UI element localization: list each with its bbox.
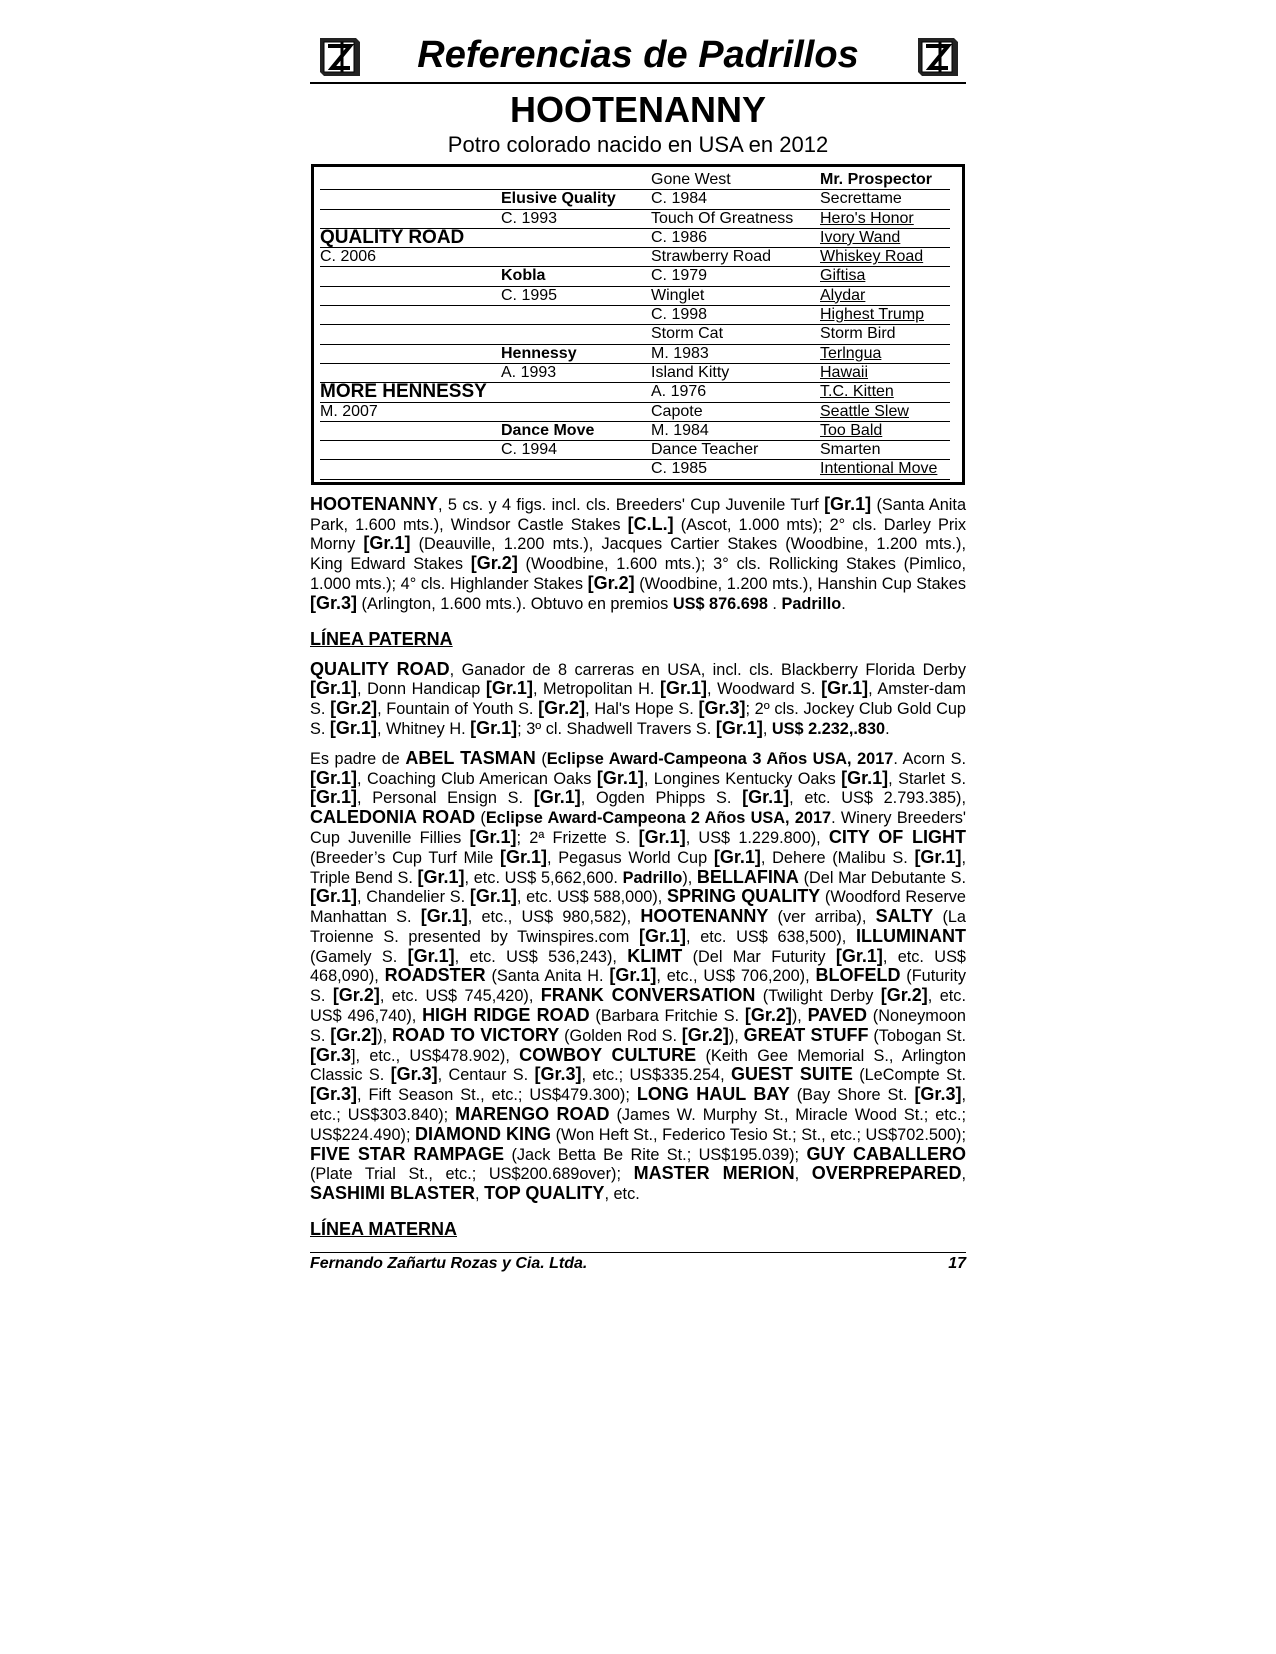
grade-badge: [Gr.1] xyxy=(417,866,465,887)
text-run: (Ascot, 1.000 mts); 2° cls. Darley Prix Morny xyxy=(310,515,966,554)
grade-badge: [Gr.2] xyxy=(880,985,928,1006)
grade-badge: [Gr.1] xyxy=(742,787,790,808)
pedigree-cell xyxy=(320,287,501,306)
text-run: (LeCompte St. xyxy=(852,1066,966,1085)
text-run: ( xyxy=(535,749,547,768)
text-run: , Woodward S. xyxy=(707,680,822,699)
grade-badge: [Gr.1] xyxy=(469,886,517,907)
text-run: ; 2º cls. Jockey Club Gold Cup S. xyxy=(310,700,966,738)
grade-badge: [Gr.1] xyxy=(638,826,686,847)
text-run: , Dehere (Malibu S. xyxy=(760,848,915,867)
text-run: , Fountain of Youth S. xyxy=(377,700,539,719)
pedigree-cell: Gone West xyxy=(651,171,820,190)
text-run: (Twilight Derby xyxy=(755,987,881,1006)
pedigree-cell: Island Kitty xyxy=(651,364,820,383)
page-header xyxy=(310,28,966,86)
text-run: (Santa Anita Park, 1.600 mts.), Windsor Castle Stakes xyxy=(310,495,966,534)
text-run: ( xyxy=(475,809,486,828)
grade-badge: [Gr.1] xyxy=(715,717,763,738)
pedigree-cell: C. 2006 xyxy=(320,248,501,267)
pedigree-cell xyxy=(501,171,651,190)
pedigree-row xyxy=(320,422,954,441)
pedigree-cell: QUALITY ROAD xyxy=(320,229,501,248)
text-run: (Gamely S. xyxy=(310,947,408,966)
grade-badge: [Gr.1] xyxy=(469,826,517,847)
pedigree-cell: Highest Trump xyxy=(820,306,950,325)
page-number: 17 xyxy=(948,1255,966,1273)
horse-name-inline: PAVED xyxy=(807,1005,867,1026)
horse-name-inline: HOOTENANNY xyxy=(310,493,439,514)
horse-name-inline: TOP QUALITY xyxy=(484,1183,605,1204)
grade-badge: [Gr.2] xyxy=(330,698,378,719)
pedigree-row xyxy=(320,460,954,479)
pedigree-cell: Intentional Move xyxy=(820,460,950,479)
grade-badge: [Gr.1] xyxy=(500,846,548,867)
pedigree-cell xyxy=(320,422,501,441)
grade-badge: [Gr.1] xyxy=(835,945,883,966)
pedigree-cell: C. 1993 xyxy=(501,210,651,229)
text-run: Padrillo xyxy=(622,868,683,887)
text-run: (Golden Rod S. xyxy=(559,1026,682,1045)
pedigree-cell: C. 1985 xyxy=(651,460,820,479)
pedigree-cell xyxy=(320,210,501,229)
text-run: US$ 876.698 xyxy=(672,594,768,613)
header-title: Referencias de Padrillos xyxy=(417,34,859,76)
pedigree-cell: Ivory Wand xyxy=(820,229,950,248)
text-run: (Breeder’s Cup Turf Mile xyxy=(310,848,501,867)
horse-name: HOOTENANNY xyxy=(509,89,766,130)
text-run: , 5 cs. y 4 figs. incl. cls. Breeders' Cup Juvenile Turf xyxy=(438,495,825,514)
grade-badge: [Gr.3] xyxy=(698,698,746,719)
pedigree-row xyxy=(320,403,954,422)
pedigree-cell: Kobla xyxy=(501,267,651,286)
text-run: ; 2ª Frizette S. xyxy=(516,828,639,847)
pedigree-cell: Mr. Prospector xyxy=(820,171,950,190)
text-run: , etc., US$ 706,200), xyxy=(656,967,816,986)
grade-badge: [Gr.1] xyxy=(609,965,657,986)
horse-name-inline: SPRING QUALITY xyxy=(666,886,821,907)
page xyxy=(310,28,966,1273)
horse-name-inline: MASTER MERION xyxy=(633,1163,795,1184)
text-run: , xyxy=(762,719,772,738)
text-run: , xyxy=(475,1185,485,1204)
text-run: , Whitney H. xyxy=(376,719,471,738)
pedigree-cell: Terlngua xyxy=(820,345,950,364)
grade-badge: [Gr.2] xyxy=(744,1005,792,1026)
pedigree-cell: M. 1984 xyxy=(651,422,820,441)
text-run: (Woodford Reserve Manhattan S. xyxy=(310,888,966,927)
pedigree-cell: T.C. Kitten xyxy=(820,383,950,402)
text-run: ), xyxy=(377,1026,393,1045)
text-run: , Donn Handicap xyxy=(357,680,486,699)
pedigree-row xyxy=(320,441,954,460)
grade-badge: [Gr.1] xyxy=(310,787,358,808)
horse-name-inline: KLIMT xyxy=(627,945,683,966)
text-run: , xyxy=(961,1165,967,1184)
text-run: (Arlington, 1.600 mts.). Obtuvo en premios xyxy=(357,594,673,613)
grade-badge: [Gr.1] xyxy=(821,678,869,699)
text-run: , etc. US$ 496,740), xyxy=(310,987,966,1026)
pedigree-cell: C. 1984 xyxy=(651,190,820,209)
grade-badge: [Gr.1] xyxy=(596,767,644,788)
text-run: ), xyxy=(728,1026,744,1045)
text-run: , etc. US$ 588,000), xyxy=(516,888,667,907)
pedigree-row xyxy=(320,248,954,267)
grade-badge: [Gr.3] xyxy=(310,1084,358,1105)
horse-name-inline: SALTY xyxy=(875,906,934,927)
text-run: , etc., US$ 980,582), xyxy=(467,908,641,927)
grade-badge: [Gr.1] xyxy=(533,787,581,808)
sire-record xyxy=(310,660,966,739)
grade-badge: [Gr.2] xyxy=(332,985,380,1006)
grade-badge: [Gr.1] xyxy=(310,678,358,699)
pedigree-row xyxy=(320,267,954,286)
text-run: (Woodbine, 1.200 mts.), Hanshin Cup Stakes xyxy=(634,574,966,593)
pedigree-cell xyxy=(320,306,501,325)
pedigree-cell: Storm Bird xyxy=(820,325,950,344)
text-run: , Starlet S. xyxy=(888,769,966,788)
text-run: , Longines Kentucky Oaks xyxy=(643,769,842,788)
text-run: , Hal's Hope S. xyxy=(585,700,699,719)
pedigree-cell: Hennessy xyxy=(501,345,651,364)
text-run: . Acorn S. xyxy=(893,749,967,768)
text-run: ), xyxy=(682,868,697,887)
text-run: , Metropolitan H. xyxy=(532,680,661,699)
text-run: , Pegasus World Cup xyxy=(547,848,714,867)
horse-name-inline: BELLAFINA xyxy=(696,866,799,887)
pedigree-cell: M. 2007 xyxy=(320,403,501,422)
text-run: , etc. US$ 536,243), xyxy=(454,947,628,966)
text-run: , US$ 1.229.800), xyxy=(685,828,829,847)
pedigree-cell xyxy=(320,325,501,344)
text-run: US$ 2.232,.830 xyxy=(771,719,886,738)
text-run: , Ganador de 8 carreras en USA, incl. cls. Blackberry Florida Derby xyxy=(449,660,966,679)
grade-badge: [Gr.1] xyxy=(485,678,533,699)
pedigree-cell: Dance Move xyxy=(501,422,651,441)
text-run: , Triple Bend S. xyxy=(310,848,966,887)
horse-name-inline: GREAT STUFF xyxy=(743,1024,869,1045)
text-run: (Barbara Fritchie S. xyxy=(589,1007,745,1026)
text-run: , Centaur S. xyxy=(437,1066,535,1085)
grade-badge: [Gr.2] xyxy=(681,1024,729,1045)
pedigree-cell xyxy=(320,171,501,190)
text-run: (Del Mar Futurity xyxy=(682,947,836,966)
grade-badge: [Gr.3] xyxy=(390,1064,438,1085)
pedigree-cell: Touch Of Greatness xyxy=(651,210,820,229)
pedigree-cell: A. 1976 xyxy=(651,383,820,402)
text-run: (Won Heft St., Federico Tesio St.; St., etc.; US$702.500); xyxy=(551,1125,966,1144)
text-run: , etc.; US$303.840); xyxy=(310,1086,966,1125)
grade-badge: [Gr.3] xyxy=(914,1084,962,1105)
horse-name-inline: COWBOY CULTURE xyxy=(519,1044,697,1065)
grade-badge: [Gr.1] xyxy=(310,886,358,907)
text-run: (James W. Murphy St., Miracle Wood St.; etc.; US$224.490); xyxy=(310,1106,966,1144)
pedigree-row xyxy=(320,226,954,248)
text-run: (Jack Betta Be Rite St.; US$195.039); xyxy=(504,1145,807,1164)
text-run: , etc. US$ 638,500), xyxy=(686,927,856,946)
grade-badge: [C.L.] xyxy=(627,513,674,534)
grade-badge: [Gr.1] xyxy=(407,945,455,966)
pedigree-cell: C. 1979 xyxy=(651,267,820,286)
logo-icon xyxy=(914,34,960,80)
pedigree-cell xyxy=(320,460,501,479)
horse-name-inline: HIGH RIDGE ROAD xyxy=(422,1005,590,1026)
text-run: , etc. xyxy=(604,1185,640,1204)
pedigree-cell: Seattle Slew xyxy=(820,403,950,422)
pedigree-row xyxy=(320,383,954,402)
text-run: , etc.; US$335.254, xyxy=(581,1066,731,1085)
text-run: (Santa Anita H. xyxy=(485,967,610,986)
pedigree-cell xyxy=(320,267,501,286)
pedigree-cell: C. 1994 xyxy=(501,441,651,460)
horse-name-inline: DIAMOND KING xyxy=(415,1123,552,1144)
text-run: , etc. US$ 745,420), xyxy=(379,987,541,1006)
text-run: . Winery Breeders' Cup Juvenille Fillies xyxy=(310,809,966,847)
pedigree-cell xyxy=(320,441,501,460)
pedigree-cell xyxy=(501,460,651,479)
text-run: (Noneymoon S. xyxy=(310,1007,966,1045)
grade-badge: [Gr.1] xyxy=(914,846,962,867)
text-run: , Coaching Club American Oaks xyxy=(357,769,597,788)
text-run: ; 3º cl. Shadwell Travers S. xyxy=(517,719,716,738)
text-run: , Fift Season St., etc.; US$479.300); xyxy=(357,1086,637,1105)
pedigree-cell: Strawberry Road xyxy=(651,248,820,267)
grade-badge: [Gr.1] xyxy=(329,717,377,738)
section-linea-materna: LÍNEA MATERNA xyxy=(310,1219,457,1240)
pedigree-row xyxy=(320,210,954,229)
horse-record xyxy=(310,495,966,614)
grade-badge: [Gr.2] xyxy=(470,553,518,574)
text-run: ), xyxy=(791,1007,808,1026)
text-run: , Personal Ensign S. xyxy=(357,789,534,808)
text-run: , etc. US$ 468,090), xyxy=(310,947,966,986)
pedigree-cell: M. 1983 xyxy=(651,345,820,364)
grade-badge: [Gr.1] xyxy=(713,846,761,867)
pedigree-cell xyxy=(501,248,651,267)
pedigree-row xyxy=(320,306,954,325)
text-run: . xyxy=(767,594,782,613)
text-run: , etc. US$ 2.793.385), xyxy=(789,789,966,808)
pedigree-row xyxy=(320,345,954,364)
text-run: . xyxy=(885,719,890,738)
pedigree-cell: C. 1998 xyxy=(651,306,820,325)
horse-name-inline: ILLUMINANT xyxy=(856,925,966,946)
pedigree-row xyxy=(320,287,954,306)
text-run: (La Troienne S. presented by Twinspires.com xyxy=(310,908,966,946)
text-run: (ver arriba), xyxy=(768,908,876,927)
horse-name-inline: CITY OF LIGHT xyxy=(828,826,966,847)
text-run: (Tobogan St. xyxy=(868,1026,967,1045)
pedigree-cell: MORE HENNESSY xyxy=(320,383,501,402)
pedigree-cell xyxy=(501,403,651,422)
text-run: , Amster-dam S. xyxy=(310,680,966,719)
header-rule xyxy=(310,82,966,84)
horse-name-inline: ROAD TO VICTORY xyxy=(392,1024,560,1045)
pedigree-row xyxy=(320,190,954,209)
horse-name-inline: ABEL TASMAN xyxy=(405,747,536,768)
text-run: , Chandelier S. xyxy=(357,888,470,907)
pedigree-cell xyxy=(501,325,651,344)
pedigree-cell: Storm Cat xyxy=(651,325,820,344)
grade-badge: [Gr.2] xyxy=(538,698,586,719)
grade-badge: [Gr.1] xyxy=(363,533,411,554)
sire-progeny xyxy=(310,749,966,1204)
pedigree-row xyxy=(320,325,954,344)
pedigree-cell: Alydar xyxy=(820,287,950,306)
pedigree-table xyxy=(311,164,965,485)
pedigree-cell: Dance Teacher xyxy=(651,441,820,460)
text-run: (Keith Gee Memorial S., Arlington Classic S. xyxy=(310,1046,967,1085)
grade-badge: [Gr.1] xyxy=(660,678,708,699)
text-run: (Del Mar Debutante S. xyxy=(798,868,966,887)
horse-subtitle: Potro colorado nacido en USA en 2012 xyxy=(447,132,829,157)
text-run: Padrillo xyxy=(781,594,842,613)
horse-name-inline: GUY CABALLERO xyxy=(806,1143,966,1164)
grade-badge: [Gr.3] xyxy=(534,1064,582,1085)
pedigree-cell: Winglet xyxy=(651,287,820,306)
text-run: ], etc., US$478.902), xyxy=(351,1046,520,1065)
pedigree-cell xyxy=(501,383,651,402)
pedigree-cell: Smarten xyxy=(820,441,950,460)
grade-badge: [Gr.2] xyxy=(587,572,635,593)
grade-badge: [Gr.1] xyxy=(310,767,358,788)
text-run: Eclipse Award-Campeona 2 Años USA, 2017 xyxy=(485,809,832,828)
pedigree-cell: Hawaii xyxy=(820,364,950,383)
horse-name-inline: LONG HAUL BAY xyxy=(636,1084,790,1105)
grade-badge: [Gr.2] xyxy=(330,1024,378,1045)
pedigree-cell: Giftisa xyxy=(820,267,950,286)
horse-name-inline: HOOTENANNY xyxy=(640,906,769,927)
grade-badge: [Gr.1] xyxy=(638,925,686,946)
text-run: (Bay Shore St. xyxy=(789,1086,915,1105)
pedigree-cell: Too Bald xyxy=(820,422,950,441)
pedigree-cell: A. 1993 xyxy=(501,364,651,383)
grade-badge: [Gr.1] xyxy=(470,717,518,738)
pedigree-cell xyxy=(501,229,651,248)
horse-name-inline: GUEST SUITE xyxy=(730,1064,853,1085)
text-run: (Plate Trial St., etc.; US$200.689over); xyxy=(310,1165,634,1184)
text-run: , etc. US$ 5,662,600. xyxy=(464,868,623,887)
pedigree-cell: C. 1995 xyxy=(501,287,651,306)
pedigree-cell xyxy=(320,190,501,209)
text-run: (Futurity S. xyxy=(310,967,966,1006)
text-run: Es padre de xyxy=(310,749,406,768)
text-run: . xyxy=(841,594,846,613)
grade-badge: [Gr.1] xyxy=(824,493,872,514)
text-run: (Woodbine, 1.600 mts.); 3° cls. Rollicking Stakes (Pimlico, 1.000 mts.); 4° cls. Highlander Stakes xyxy=(310,555,966,593)
text-run: , Ogden Phipps S. xyxy=(580,789,743,808)
section-linea-paterna: LÍNEA PATERNA xyxy=(310,628,453,649)
horse-name-inline: FRANK CONVERSATION xyxy=(540,985,756,1006)
horse-name-inline: MARENGO ROAD xyxy=(455,1104,610,1125)
pedigree-cell: Secrettame xyxy=(820,190,950,209)
logo-icon xyxy=(316,34,362,80)
horse-name-inline: OVERPREPARED xyxy=(811,1163,962,1184)
pedigree-cell: Hero's Honor xyxy=(820,210,950,229)
horse-name-inline: FIVE STAR RAMPAGE xyxy=(310,1143,505,1164)
pedigree-cell: Elusive Quality xyxy=(501,190,651,209)
pedigree-cell xyxy=(501,306,651,325)
text-run: (Deauville, 1.200 mts.), Jacques Cartier Stakes (Woodbine, 1.200 mts.), King Edward Stakes xyxy=(310,535,967,574)
horse-name-inline: QUALITY ROAD xyxy=(310,658,450,679)
horse-name-inline: ROADSTER xyxy=(384,965,486,986)
grade-badge: [Gr.1] xyxy=(420,906,468,927)
pedigree-cell xyxy=(320,345,501,364)
horse-name-inline: CALEDONIA ROAD xyxy=(310,807,476,828)
grade-badge: [Gr.3 xyxy=(310,1044,352,1065)
text-run: Eclipse Award-Campeona 3 Años USA, 2017 xyxy=(546,749,894,768)
horse-name-inline: SASHIMI BLASTER xyxy=(310,1183,476,1204)
pedigree-cell: Capote xyxy=(651,403,820,422)
pedigree-cell: C. 1986 xyxy=(651,229,820,248)
footer-company: Fernando Zañartu Rozas y Cia. Ltda. xyxy=(310,1255,588,1273)
page-footer xyxy=(310,1252,966,1273)
pedigree-cell: Whiskey Road xyxy=(820,248,950,267)
horse-name-inline: BLOFELD xyxy=(815,965,901,986)
grade-badge: [Gr.3] xyxy=(310,592,358,613)
grade-badge: [Gr.1] xyxy=(841,767,889,788)
text-run: , xyxy=(794,1165,812,1184)
pedigree-row xyxy=(320,171,954,190)
